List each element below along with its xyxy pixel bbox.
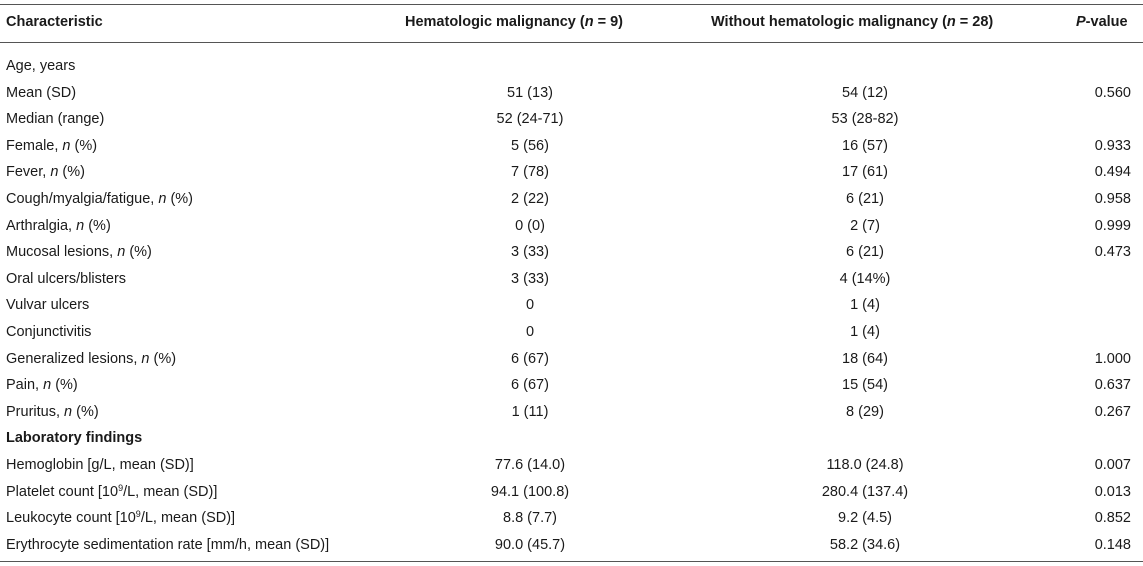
table-row: [0, 453, 1143, 480]
header-without-n: n: [946, 14, 956, 30]
header-rule: [0, 42, 1143, 43]
cell-without: 9.2 (4.5): [838, 510, 892, 527]
cell-label-text: Female,: [6, 137, 63, 154]
cell-label-italic: n: [62, 137, 71, 154]
table-row: [0, 293, 1143, 320]
cell-hematologic: 6 (67): [511, 350, 549, 367]
table-row: [0, 240, 1143, 267]
cell-label-superscript: 9: [135, 509, 141, 520]
cell-label-text: Mucosal lesions,: [6, 244, 118, 261]
cell-without: 17 (61): [842, 164, 888, 181]
cell-label-italic: n: [64, 403, 73, 420]
table-row: [0, 267, 1143, 294]
cell-p-value: 0.007: [1094, 456, 1131, 473]
cell-label-text: Oral ulcers/blisters: [6, 270, 127, 287]
cell-label-text: Mean (SD): [6, 84, 77, 101]
cell-characteristic: [6, 404, 99, 420]
header-p-suffix: -value: [1085, 14, 1128, 30]
table-row: [0, 320, 1143, 347]
cell-characteristic: [6, 510, 235, 526]
cell-hematologic: 51 (13): [507, 84, 553, 101]
cell-p-value: 0.013: [1094, 483, 1131, 500]
cell-without: 1 (4): [850, 297, 880, 314]
cell-p-value: 0.852: [1094, 510, 1131, 527]
cell-hematologic: 0: [525, 297, 535, 314]
cell-hematologic: 90.0 (45.7): [494, 536, 566, 553]
cell-label-tail: (%): [58, 164, 85, 181]
table-row: [0, 480, 1143, 507]
cell-label-text: Fever,: [6, 164, 51, 181]
table-row: [0, 214, 1143, 241]
cell-hematologic: 7 (78): [511, 164, 549, 181]
cell-p-value: 0.267: [1094, 403, 1131, 420]
cell-hematologic: 94.1 (100.8): [490, 483, 570, 500]
cell-label-italic: n: [76, 217, 85, 234]
cell-label-text: Platelet count [10: [6, 483, 119, 500]
cell-without: 8 (29): [846, 403, 884, 420]
header-without: [711, 14, 993, 30]
table-row: [0, 347, 1143, 374]
cell-without: 4 (14%): [839, 270, 891, 287]
header-p-value: [1076, 14, 1128, 30]
cell-label-tail: (%): [149, 350, 177, 367]
cell-without: 118.0 (24.8): [826, 456, 904, 473]
cell-p-value: 0.933: [1094, 137, 1131, 154]
cell-characteristic: [6, 111, 104, 127]
cell-label-tail: /L, mean (SD)]: [140, 510, 236, 527]
cell-hematologic: 6 (67): [511, 377, 549, 394]
cell-hematologic: 3 (33): [511, 244, 549, 261]
header-p-letter: P: [1076, 14, 1086, 30]
cell-characteristic: [6, 58, 75, 74]
cell-without: 18 (64): [842, 350, 888, 367]
table-header: [0, 5, 1143, 42]
cell-without: 58.2 (34.6): [829, 536, 901, 553]
header-characteristic: Characteristic: [6, 14, 103, 30]
cell-label-text: Arthralgia,: [6, 217, 77, 234]
cell-hematologic: 2 (22): [511, 190, 549, 207]
header-hematologic-suffix: = 9): [593, 14, 623, 30]
cell-label-text: Vulvar ulcers: [6, 297, 90, 314]
cell-label-text: Erythrocyte sedimentation rate [mm/h, mean (SD)]: [6, 536, 330, 553]
cell-p-value: 0.148: [1094, 536, 1131, 553]
table-row: [0, 373, 1143, 400]
table-row: [0, 533, 1143, 560]
table-row: [0, 187, 1143, 214]
cell-label-text: Cough/myalgia/fatigue,: [6, 190, 159, 207]
cell-label-text: Pruritus,: [6, 403, 65, 420]
cell-label-text: Conjunctivitis: [6, 323, 92, 340]
cell-label-tail: (%): [70, 137, 98, 154]
table-body: [0, 54, 1143, 559]
header-hematologic-n: n: [584, 14, 594, 30]
cell-characteristic: [6, 457, 194, 473]
cell-hematologic: 52 (24-71): [496, 111, 564, 128]
cell-without: 53 (28-82): [831, 111, 899, 128]
cell-characteristic: [6, 430, 142, 446]
cell-label-tail: /L, mean (SD)]: [123, 483, 218, 500]
cell-label-text: Age, years: [6, 58, 76, 74]
cell-characteristic: [6, 324, 91, 340]
cell-label-text: Median (range): [6, 111, 105, 128]
cell-without: 6 (21): [846, 244, 884, 261]
table-row: [0, 107, 1143, 134]
cell-p-value: 0.473: [1094, 244, 1131, 261]
bottom-rule: [0, 561, 1143, 562]
cell-label-italic: n: [158, 190, 167, 207]
cell-label-tail: (%): [166, 190, 194, 207]
cell-label-text: Laboratory findings: [6, 430, 143, 447]
cell-characteristic: [6, 85, 76, 101]
cell-characteristic: [6, 191, 193, 207]
cell-label-tail: (%): [51, 377, 78, 394]
cell-without: 280.4 (137.4): [821, 483, 909, 500]
cell-label-italic: n: [117, 244, 126, 261]
cell-p-value: 0.494: [1094, 164, 1131, 181]
cell-characteristic: [6, 218, 111, 234]
cell-label-text: Pain,: [6, 377, 44, 394]
cell-label-tail: (%): [125, 244, 152, 261]
cell-characteristic: [6, 377, 78, 393]
cell-p-value: 0.560: [1094, 84, 1131, 101]
cell-without: 15 (54): [842, 377, 888, 394]
cell-characteristic: [6, 271, 126, 287]
cell-label-italic: n: [50, 164, 59, 181]
cell-hematologic: 0: [525, 323, 535, 340]
cell-characteristic: [6, 138, 97, 154]
cell-characteristic: [6, 244, 152, 260]
cell-hematologic: 1 (11): [511, 403, 549, 420]
cell-p-value: 0.958: [1094, 190, 1131, 207]
cell-without: 16 (57): [842, 137, 888, 154]
table-row: [0, 160, 1143, 187]
cell-without: 6 (21): [846, 190, 884, 207]
cell-without: 2 (7): [850, 217, 880, 234]
table-row: [0, 134, 1143, 161]
table-row: [0, 81, 1143, 108]
table-row: [0, 506, 1143, 533]
cell-characteristic: [6, 164, 85, 180]
cell-label-text: Generalized lesions,: [6, 350, 142, 367]
header-without-suffix: = 28): [955, 14, 994, 30]
cell-label-tail: (%): [84, 217, 111, 234]
cell-hematologic: 3 (33): [511, 270, 549, 287]
table-row: [0, 400, 1143, 427]
cell-characteristic: [6, 537, 329, 553]
cell-without: 54 (12): [842, 84, 888, 101]
cell-p-value: 1.000: [1094, 350, 1131, 367]
cell-label-tail: (%): [72, 403, 99, 420]
cell-label-text: Hemoglobin [g/L, mean (SD)]: [6, 456, 194, 473]
header-hematologic-prefix: Hematologic malignancy (: [405, 14, 585, 30]
cell-without: 1 (4): [850, 323, 880, 340]
cell-hematologic: 8.8 (7.7): [503, 510, 557, 527]
header-hematologic: [405, 14, 623, 30]
cell-hematologic: 77.6 (14.0): [494, 456, 566, 473]
cell-label-italic: n: [141, 350, 150, 367]
cell-p-value: 0.637: [1094, 377, 1131, 394]
cell-hematologic: 0 (0): [515, 217, 545, 234]
cell-characteristic: [6, 351, 176, 367]
table-row: [0, 426, 1143, 453]
header-without-prefix: Without hematologic malignancy (: [711, 14, 947, 30]
cell-hematologic: 5 (56): [511, 137, 549, 154]
cell-label-text: Leukocyte count [10: [6, 510, 136, 527]
cell-label-superscript: 9: [118, 482, 124, 493]
cell-characteristic: [6, 297, 89, 313]
cell-characteristic: [6, 484, 217, 500]
table-row: [0, 54, 1143, 81]
cell-label-italic: n: [43, 377, 52, 394]
cell-p-value: 0.999: [1094, 217, 1131, 234]
